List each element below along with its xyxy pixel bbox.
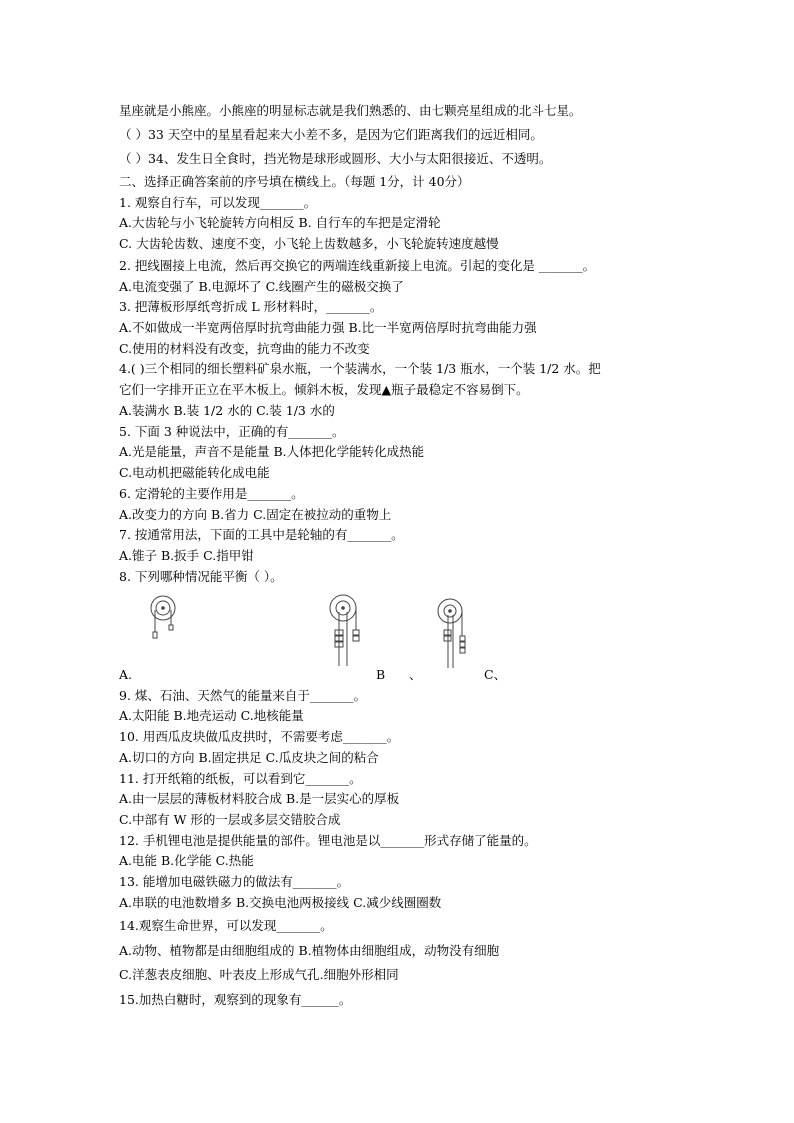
question-11-options: A.由一层层的薄板材料胶合成 B.是一层实心的厚板 bbox=[119, 791, 400, 806]
question-12: 12. 手机锂电池是提供能量的部件。锂电池是以_______形式存储了能量的。 bbox=[119, 833, 537, 848]
question-4: 4.( )三个相同的细长塑料矿泉水瓶，一个装满水，一个装 1/3 瓶水，一个装 1/2 水。把 bbox=[119, 361, 601, 376]
question-13: 13. 能增加电磁铁磁力的做法有_______。 bbox=[119, 874, 350, 889]
figure-label-separator: 、 bbox=[409, 667, 422, 682]
question-4-options: A.装满水 B.装 1/2 水的 C.装 1/3 水的 bbox=[119, 403, 335, 418]
question-2: 2. 把线圈接上电流，然后再交换它的两端连线重新接上电流。引起的变化是 _______。 bbox=[119, 258, 596, 273]
question-6: 6. 定滑轮的主要作用是_______。 bbox=[119, 486, 304, 501]
question-5-options: A.光是能量，声音不是能量 B.人体把化学能转化成热能 bbox=[119, 444, 425, 459]
question-13-options: A.串联的电池数增多 B.交换电池两极接线 C.减少线圈圈数 bbox=[119, 895, 442, 910]
question-7-options: A.锥子 B.扳手 C.指甲钳 bbox=[119, 548, 254, 563]
question-11: 11. 打开纸箱的纸板，可以看到它_______。 bbox=[119, 771, 362, 786]
question-9: 9. 煤、石油、天然气的能量来自于_______。 bbox=[119, 688, 367, 703]
question-3: 3. 把薄板形厚纸弯折成 L 形材料时，_______。 bbox=[119, 299, 383, 314]
question-12-options: A.电能 B.化学能 C.热能 bbox=[119, 853, 254, 868]
question-4: 它们一字排开正立在平木板上。倾斜木板，发现▲瓶子最稳定不容易倒下。 bbox=[119, 382, 529, 397]
question-5: 5. 下面 3 种说法中，正确的有_______。 bbox=[119, 424, 345, 439]
question-3-options: A.不如做成一半宽两倍厚时抗弯曲能力强 B.比一半宽两倍厚时抗弯曲能力强 bbox=[119, 320, 537, 335]
question-8: 8. 下列哪种情况能平衡（ ）。 bbox=[119, 569, 283, 584]
question-10: 10. 用西瓜皮块做瓜皮拱时，不需要考虑_______。 bbox=[119, 729, 400, 744]
judgement-item-34: （ ）34、发生日全食时，挡光物是球形或圆形、大小与太阳很接近、不透明。 bbox=[119, 151, 552, 166]
question-9-options: A.太阳能 B.地壳运动 C.地核能量 bbox=[119, 708, 304, 723]
question-15: 15.加热白糖时，观察到的现象有______。 bbox=[119, 992, 352, 1007]
question-14-options: C.洋葱表皮细胞、叶表皮上形成气孔.细胞外形相同 bbox=[119, 967, 399, 982]
pulley-a-icon bbox=[143, 592, 193, 652]
question-2-options: A.电流变强了 B.电源坏了 C.线圈产生的磁极交换了 bbox=[119, 279, 404, 294]
question-1-options: C. 大齿轮齿数、速度不变，小飞轮上齿数越多，小飞轮旋转速度越慢 bbox=[119, 236, 499, 251]
judgement-item-33: （ ）33 天空中的星星看起来大小差不多，是因为它们距离我们的远近相同。 bbox=[119, 127, 543, 142]
question-1-options: A.大齿轮与小飞轮旋转方向相反 B. 自行车的车把是定滑轮 bbox=[119, 215, 441, 230]
question-10-options: A.切口的方向 B.固定拱足 C.瓜皮块之间的粘合 bbox=[119, 750, 379, 765]
question-7: 7. 按通常用法，下面的工具中是轮轴的有_______。 bbox=[119, 527, 404, 542]
figure-label-b: B bbox=[376, 667, 386, 682]
question-3-options: C.使用的材料没有改变，抗弯曲的能力不改变 bbox=[119, 341, 370, 356]
question-14: 14.观察生命世界，可以发现_______。 bbox=[119, 918, 333, 933]
question-14-options: A.动物、植物都是由细胞组成的 B.植物体由细胞组成，动物没有细胞 bbox=[119, 943, 500, 958]
question-5-options: C.电动机把磁能转化成电能 bbox=[119, 465, 270, 480]
pulley-c-icon bbox=[432, 596, 482, 676]
pulley-b-icon bbox=[323, 590, 373, 670]
section-heading: 二、选择正确答案前的序号填在横线上。（每题 1分，计 40分） bbox=[119, 174, 470, 189]
text-line: 星座就是小熊座。小熊座的明显标志就是我们熟悉的、由七颗亮星组成的北斗七星。 bbox=[119, 103, 582, 118]
question-6-options: A.改变力的方向 B.省力 C.固定在被拉动的重物上 bbox=[119, 507, 392, 522]
question-1: 1. 观察自行车，可以发现_______。 bbox=[119, 195, 317, 210]
question-11-options: C.中部有 W 形的一层或多层交错胶合成 bbox=[119, 812, 341, 827]
figure-label-a: A. bbox=[119, 667, 133, 682]
figure-label-c: C、 bbox=[484, 667, 507, 682]
